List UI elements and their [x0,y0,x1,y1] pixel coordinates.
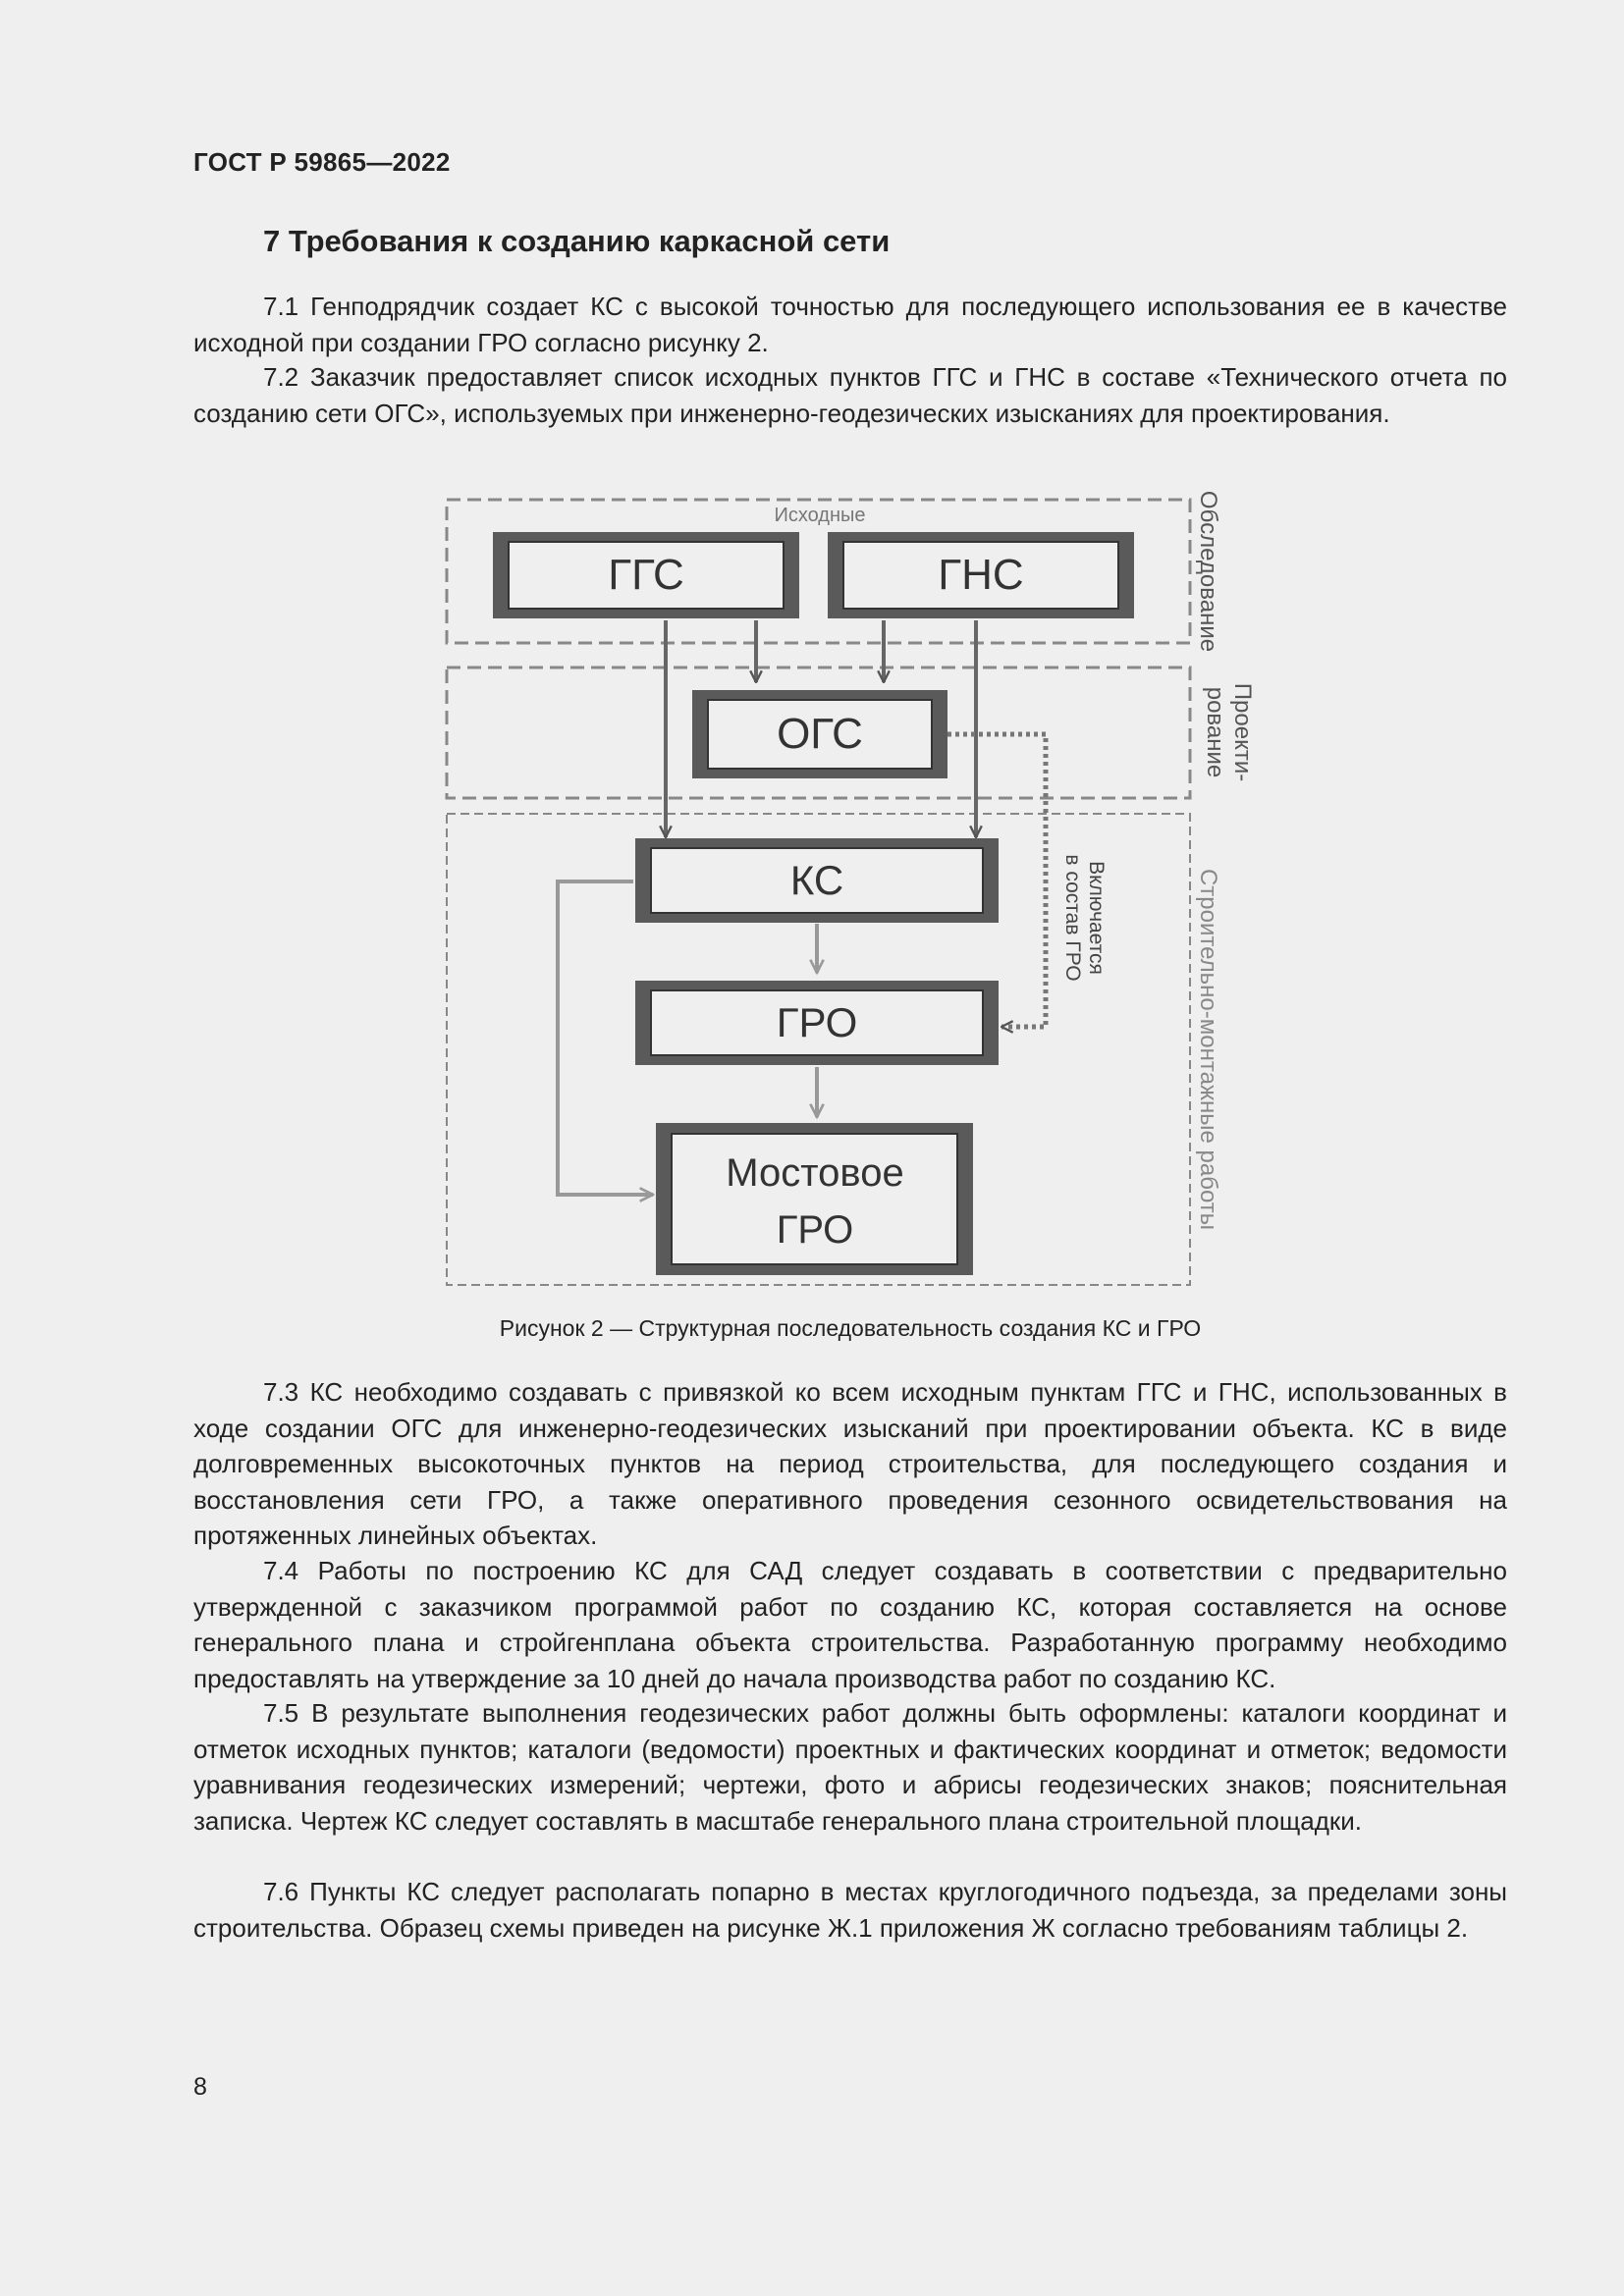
node-gro [635,981,999,1065]
paragraph-7-2: 7.2 Заказчик предоставляет список исходных пунктов ГГС и ГНС в составе «Технического отчета по созданию сети ОГС», используемых при инженерно-геодезических изысканиях для проектирования. [193,362,1507,428]
included-note-line-1: Включается [1085,861,1108,975]
paragraph-7-6: 7.6 Пункты КС следует располагать попарно в местах круглогодичного подъезда, за пределами зоны строительства. Образец схемы приведен на рисунке Ж.1 приложения Ж согласно требованиям таблицы 2. [193,1877,1507,1943]
included-note-line-2: в состав ГРО [1061,854,1084,982]
figure-caption: Рисунок 2 — Структурная последовательность создания КС и ГРО [499,1315,1202,1341]
stage-label-design-2: рование [1202,686,1228,778]
node-ks-label: КС [789,857,844,903]
stage-label-design-1: Проекти- [1229,682,1256,782]
paragraph-7-5: 7.5 В результате выполнения геодезических работ должны быть оформлены: каталоги координат и отметок исходных пунктов; каталоги (ведомости) проектных и фактических координат и отметок; ведомости уравнивания геодезических измерений; чертежи, фото и абрисы геодезических знаков; пояснительная записка. Чертеж КС следует составлять в масштабе генерального плана строительной площадки. [193,1698,1507,1836]
document-header: ГОСТ Р 59865—2022 [193,147,451,177]
node-gns [828,532,1134,618]
node-ks [635,838,999,923]
page-number: 8 [193,2073,207,2101]
stage-label-construction: Строительно-монтажные работы [1195,868,1221,1231]
node-bridge-gro-label-1: Мостовое [726,1151,904,1195]
node-gro-label: ГРО [776,999,858,1045]
zone-label-sources: Исходные [774,505,866,526]
section-title: 7 Требования к созданию каркасной сети [263,224,891,258]
paragraph-7-4: 7.4 Работы по построению КС для САД следует создавать в соответствии с предварительно утвержденной с заказчиком программой работ по созданию КС, которая составляется на основе генерального плана и стройгенплана объекта строительства. Разработанную программу необходимо предоставлять на утверждение за 10 дней до начала производства работ по созданию КС. [193,1556,1507,1693]
node-gns-label: ГНС [938,551,1024,599]
node-ogs-label: ОГС [777,710,863,758]
node-bridge-gro [656,1123,973,1275]
node-ggs-label: ГГС [608,551,684,599]
paragraph-7-3: 7.3 КС необходимо создавать с привязкой ко всем исходным пунктам ГГС и ГНС, использованных в ходе создании ОГС для инженерно-геодезических изысканий при проектировании объекта. КС в виде долговременных высокоточных пунктов на период строительства, для последующего создания и восстановления сети ГРО, а также оперативного проведения сезонного освидетельствования на протяженных линейных объектах. [193,1377,1507,1550]
node-ggs [493,532,799,618]
paragraph-7-1: 7.1 Генподрядчик создает КС с высокой точностью для последующего использования ее в качестве исходной при создании ГРО согласно рисунку 2. [193,292,1507,357]
figure-2-diagram [432,486,1267,1310]
stage-label-survey: Обследование [1195,490,1221,653]
node-bridge-gro-label-2: ГРО [776,1208,854,1252]
node-ogs [692,690,947,778]
